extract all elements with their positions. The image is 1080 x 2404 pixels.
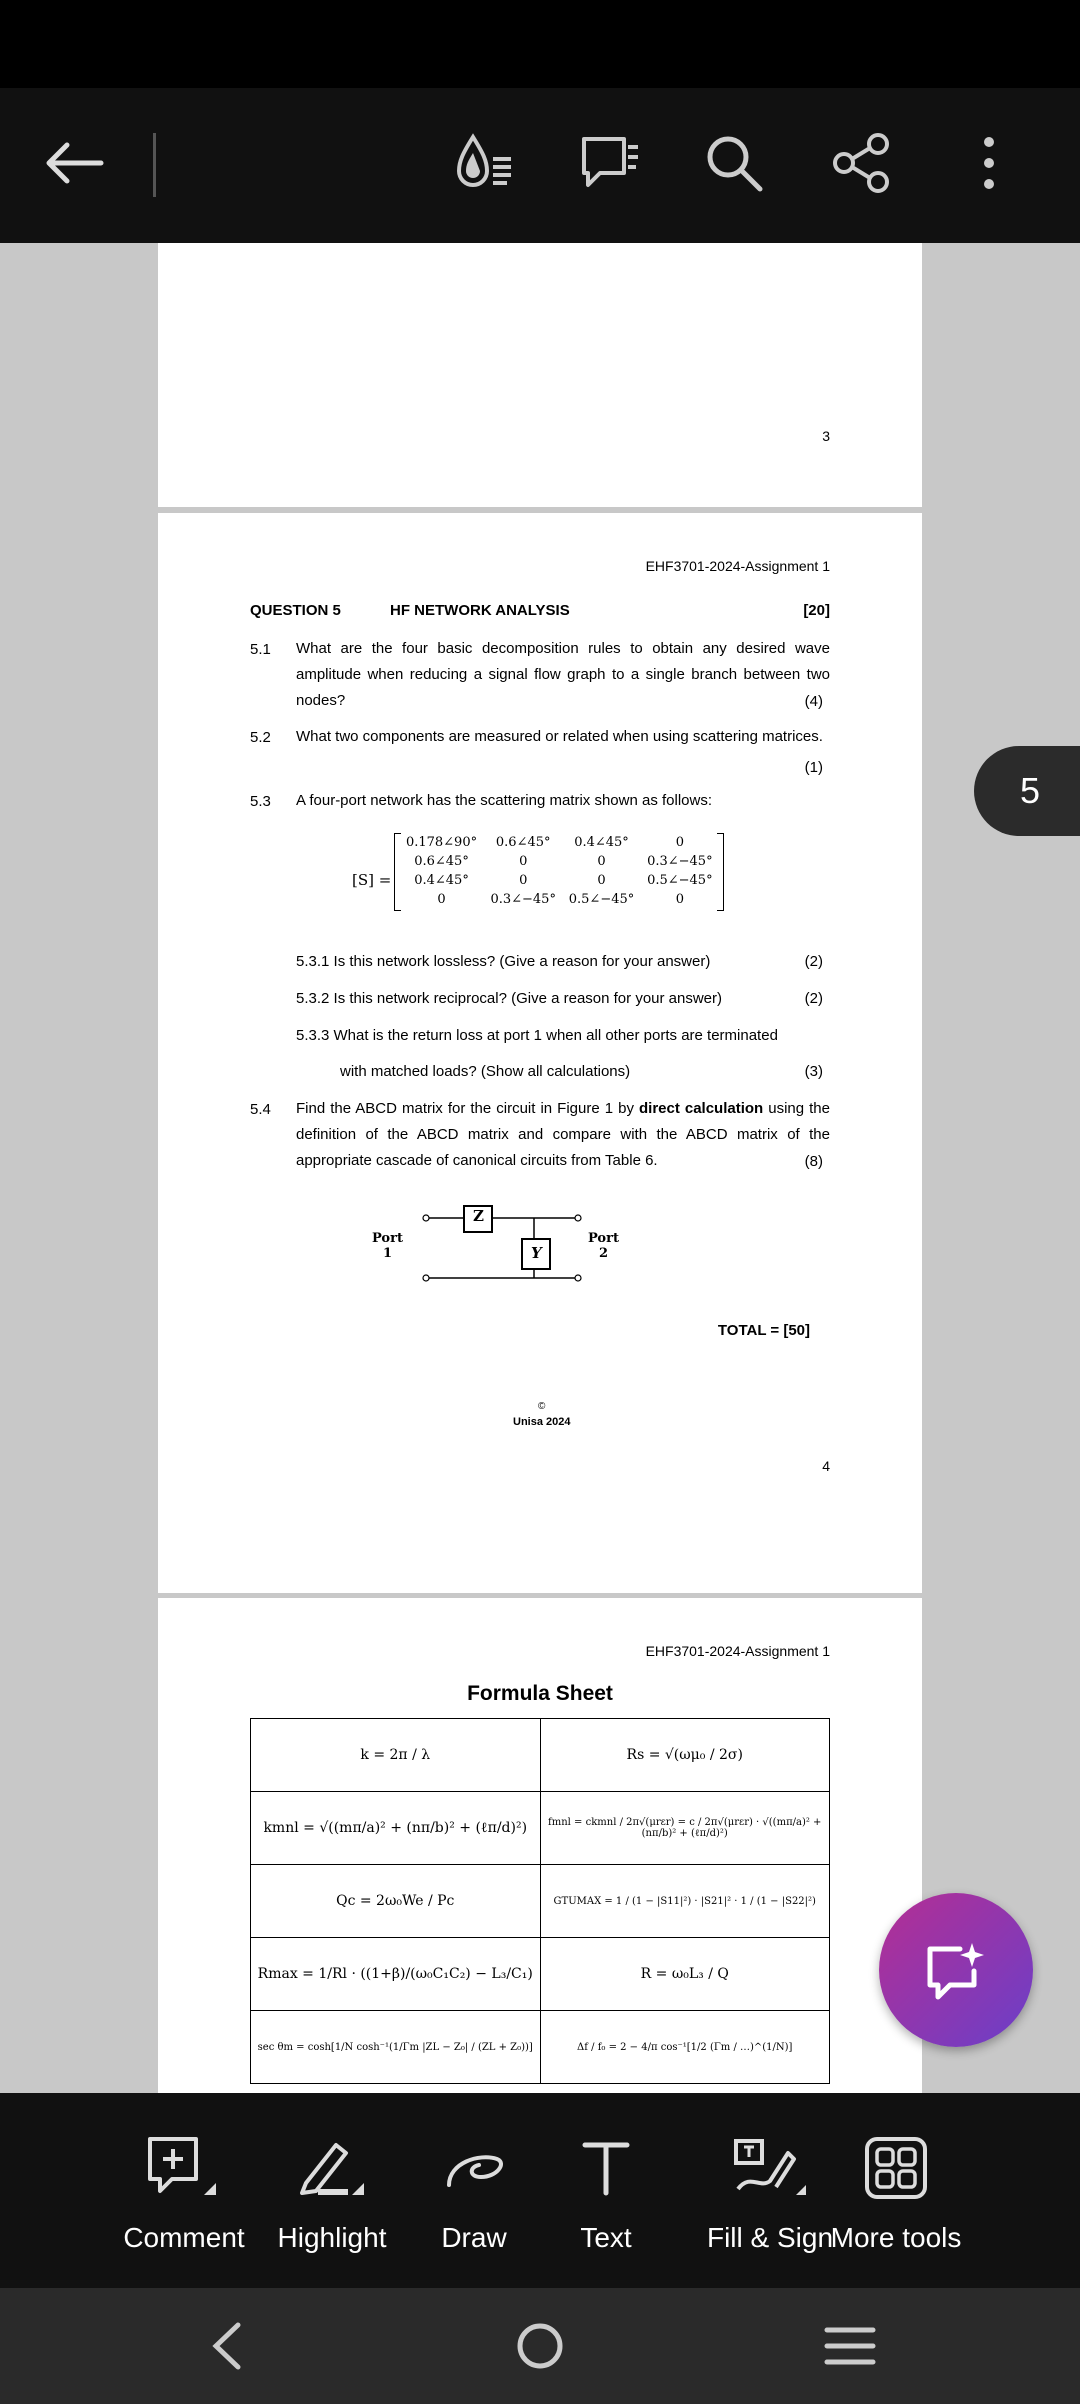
formula-row: [251, 1938, 830, 2011]
toolbar-divider: [153, 133, 156, 197]
q53-number: 5.3: [250, 793, 271, 810]
status-bar: [0, 0, 1080, 88]
comment-tool[interactable]: [104, 2133, 264, 2254]
comment-add-icon: [144, 2133, 224, 2203]
system-nav-bar: [0, 2288, 1080, 2404]
matrix-cell: 0: [675, 892, 684, 907]
q53-text: A four-port network has the scattering matrix shown as follows:: [296, 792, 713, 809]
formula-row: [251, 2011, 830, 2084]
matrix-cell: 0.5∠−45°: [647, 873, 713, 888]
formula-cell: fmnl = ckmnl / 2π√(μrεr) = c / 2π√(μrεr) · √((mπ/a)² + (nπ/b)² + (ℓπ/d)²): [540, 1792, 830, 1865]
matrix-cell: 0: [519, 854, 528, 869]
formula-cell: Qc = 2ω₀We / Pc: [251, 1865, 541, 1938]
more-vert-icon[interactable]: [944, 118, 1034, 208]
q54-text-c: using the definition of the ABCD matrix and compare with the ABCD matrix of the appropriate cascade of canonical circuits from Table 6.: [296, 1100, 830, 1169]
matrix-cell: 0.178∠90°: [405, 835, 478, 850]
matrix-label: [S] =: [352, 871, 392, 889]
copyright-symbol: ©: [538, 1401, 546, 1412]
q54-number: 5.4: [250, 1101, 271, 1118]
q533-marks: (3): [804, 1063, 823, 1080]
highlight-label: Highlight: [277, 2222, 387, 2253]
formula-cell: Rs = √(ωμ₀ / 2σ): [540, 1719, 830, 1792]
q54-text: [296, 1096, 830, 1174]
bottom-toolbar: [0, 2093, 1080, 2288]
nav-recents-icon: [823, 2324, 877, 2368]
q52-text: What two components are measured or related when using scattering matrices.: [296, 728, 823, 745]
read-aloud-icon[interactable]: [440, 118, 530, 208]
matrix-cell: 0: [437, 892, 446, 907]
q531-text: 5.3.1 Is this network lossless? (Give a reason for your answer): [296, 953, 711, 970]
question-marks: [20]: [803, 602, 830, 619]
matrix-cell: 0.4∠45°: [574, 835, 629, 850]
draw-pen-icon: [439, 2133, 509, 2203]
text-label: Text: [580, 2222, 632, 2253]
matrix-row: [399, 833, 719, 852]
total-marks: TOTAL = [50]: [717, 1322, 810, 1339]
ai-assistant-button[interactable]: [879, 1893, 1033, 2047]
z-label: Z: [473, 1207, 484, 1225]
scattering-matrix: [394, 833, 724, 911]
nav-back-icon: [208, 2321, 248, 2371]
formula-row: [251, 1719, 830, 1792]
comment-label: Comment: [123, 2222, 245, 2253]
q52-number: 5.2: [250, 729, 271, 746]
more-tools-grid-icon: [861, 2133, 931, 2203]
page-header: EHF3701-2024-Assignment 1: [645, 1643, 830, 1659]
page-number: 4: [822, 1458, 830, 1474]
page-4: [158, 513, 922, 1593]
matrix-cell: 0: [519, 873, 528, 888]
formula-cell: R = ω₀L₃ / Q: [540, 1938, 830, 2011]
formula-table: [250, 1718, 830, 2084]
circuit-figure: [372, 1193, 619, 1283]
nav-back-button[interactable]: [196, 2314, 260, 2378]
formula-cell: GTUMAX = 1 / (1 − |S11|²) · |S21|² · 1 / (1 − |S22|²): [540, 1865, 830, 1938]
share-icon[interactable]: [816, 118, 906, 208]
matrix-table: [399, 833, 719, 909]
port1-label: Port 1: [372, 1231, 403, 1261]
formula-cell: Rmax = 1/Rl · ((1+β)/(ω₀C₁C₂) − L₃/C₁): [251, 1938, 541, 2011]
fill-sign-label: Fill & Sign: [706, 2222, 834, 2253]
matrix-cell: 0: [597, 873, 606, 888]
q54-text-bold: direct calculation: [638, 1100, 764, 1117]
formula-sheet-title: Formula Sheet: [467, 1682, 613, 1705]
q531-marks: (2): [804, 953, 823, 970]
more-tools[interactable]: [816, 2133, 976, 2254]
matrix-cell: 0.4∠45°: [414, 873, 469, 888]
page-number-badge[interactable]: 5: [974, 746, 1080, 836]
matrix-cell: 0: [675, 835, 684, 850]
page-number: 3: [822, 428, 830, 444]
matrix-cell: 0.5∠−45°: [568, 892, 635, 907]
port2-label: Port 2: [588, 1231, 619, 1261]
top-app-bar: [0, 88, 1080, 243]
draw-label: Draw: [441, 2222, 507, 2253]
more-tools-label: More tools: [830, 2222, 962, 2253]
q54-text-a: Find the ABCD matrix for the circuit in Figure 1 by: [296, 1100, 639, 1117]
text-t-icon: [571, 2133, 641, 2203]
nav-home-button[interactable]: [508, 2314, 572, 2378]
ai-assistant-icon: [924, 1939, 988, 2001]
q532-text: 5.3.2 Is this network reciprocal? (Give a reason for your answer): [296, 990, 723, 1007]
page-3: [158, 243, 922, 507]
formula-row: [251, 1865, 830, 1938]
formula-cell: sec θm = cosh[1/N cosh⁻¹(1/Γm |ZL − Z₀| / (ZL + Z₀))]: [251, 2011, 541, 2084]
matrix-row: [399, 852, 719, 871]
copyright-text: Unisa 2024: [513, 1416, 571, 1428]
document-viewer[interactable]: [0, 243, 1080, 2093]
matrix-cell: 0.6∠45°: [495, 835, 551, 850]
back-arrow-icon[interactable]: [30, 118, 120, 208]
page-header: EHF3701-2024-Assignment 1: [645, 558, 830, 574]
question-title: HF NETWORK ANALYSIS: [390, 602, 570, 619]
formula-row: [251, 1792, 830, 1865]
nav-recents-button[interactable]: [818, 2314, 882, 2378]
q533-text-line2: with matched loads? (Show all calculations): [340, 1063, 631, 1080]
nav-home-icon: [515, 2321, 565, 2371]
q52-marks: (1): [804, 759, 823, 776]
q51-number: 5.1: [250, 641, 271, 658]
matrix-row: [399, 871, 719, 890]
page-5: [158, 1598, 922, 2093]
q51-text: What are the four basic decomposition rules to obtain any desired wave amplitude when reducing a signal flow graph to a single branch between two nodes?: [296, 640, 830, 709]
highlight-tool[interactable]: [252, 2133, 412, 2254]
q532-marks: (2): [804, 990, 823, 1007]
highlighter-icon: [292, 2133, 372, 2203]
matrix-cell: 0.3∠−45°: [647, 854, 713, 869]
matrix-row: [399, 890, 719, 909]
search-icon[interactable]: [689, 118, 779, 208]
q533-text: 5.3.3 What is the return loss at port 1 when all other ports are terminated: [296, 1027, 778, 1044]
fill-sign-icon: [730, 2133, 810, 2203]
y-label: Y: [531, 1244, 542, 1262]
formula-cell: kmnl = √((mπ/a)² + (nπ/b)² + (ℓπ/d)²): [251, 1792, 541, 1865]
q51-marks: (4): [804, 693, 823, 710]
matrix-cell: 0.3∠−45°: [490, 892, 556, 907]
formula-cell: Δf / f₀ = 2 − 4/π cos⁻¹[1/2 (Γm / …)^(1/N)]: [540, 2011, 830, 2084]
question-label: QUESTION 5: [250, 602, 341, 619]
text-tool[interactable]: [526, 2133, 686, 2254]
comment-list-icon[interactable]: [565, 118, 655, 208]
q54-marks: (8): [804, 1153, 823, 1170]
matrix-cell: 0: [597, 854, 606, 869]
formula-cell: k = 2π / λ: [251, 1719, 541, 1792]
matrix-cell: 0.6∠45°: [414, 854, 469, 869]
